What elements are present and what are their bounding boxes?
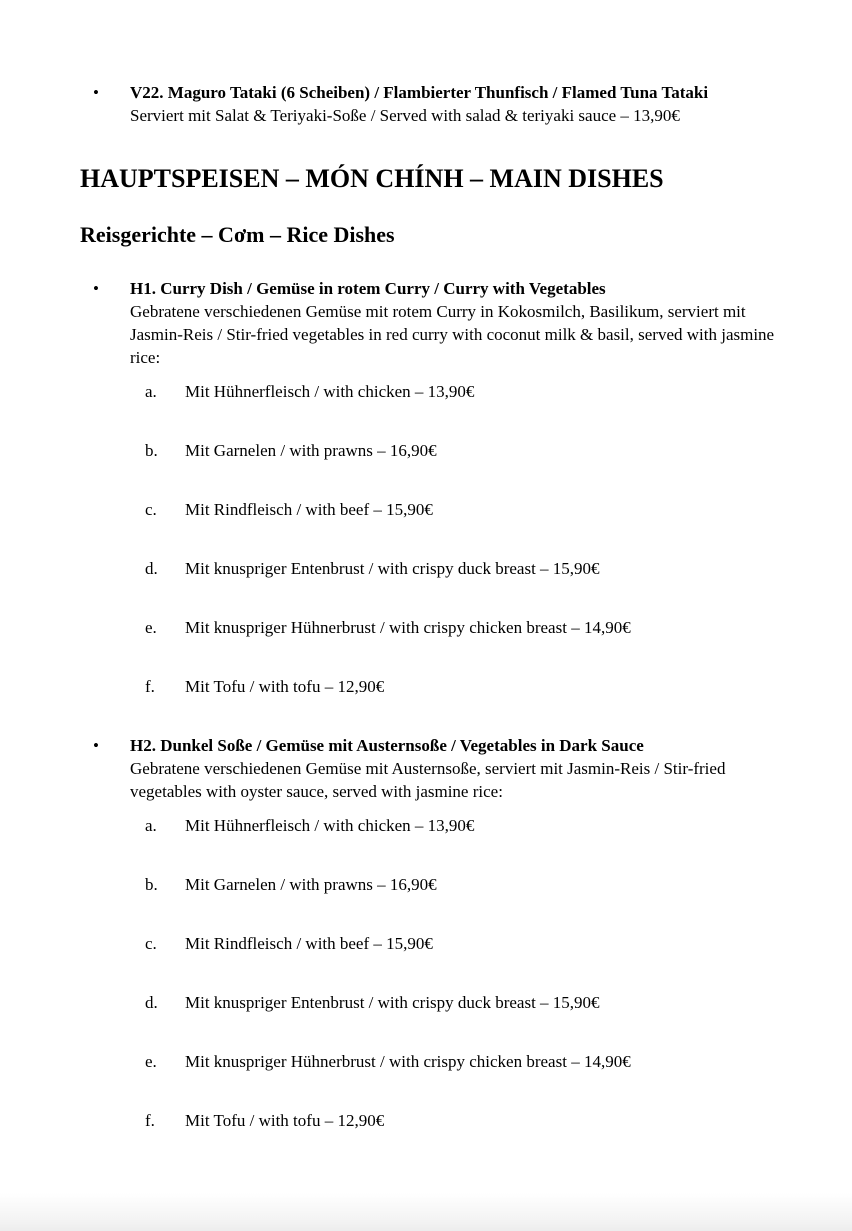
option-letter: e. xyxy=(145,618,157,637)
menu-item-h2-body xyxy=(130,734,788,1168)
option-letter: a. xyxy=(145,382,157,401)
option-text: Mit Tofu / with tofu – 12,90€ xyxy=(185,1111,385,1130)
option-list xyxy=(130,814,788,1132)
option-row xyxy=(130,932,788,955)
option-row xyxy=(130,439,788,462)
option-letter: b. xyxy=(145,875,158,894)
subsection-heading-rice-dishes: Reisgerichte – Cơm – Rice Dishes xyxy=(80,222,395,247)
bullet-icon: • xyxy=(93,83,99,102)
option-letter: c. xyxy=(145,500,157,519)
menu-item-h1-body xyxy=(130,277,788,734)
option-letter: d. xyxy=(145,559,158,578)
option-row xyxy=(130,675,788,698)
menu-item-title: H2. Dunkel Soße / Gemüse mit Austernsoße / Vegetables in Dark Sauce xyxy=(130,736,644,755)
option-text: Mit knuspriger Entenbrust / with crispy duck breast – 15,90€ xyxy=(185,559,600,578)
option-letter: b. xyxy=(145,441,158,460)
option-text: Mit Garnelen / with prawns – 16,90€ xyxy=(185,875,437,894)
option-row xyxy=(130,498,788,521)
page-bottom-shade xyxy=(0,1193,852,1231)
option-row xyxy=(130,991,788,1014)
option-text: Mit knuspriger Hühnerbrust / with crispy chicken breast – 14,90€ xyxy=(185,1052,631,1071)
option-row xyxy=(130,1050,788,1073)
menu-item-h1 xyxy=(80,277,788,734)
bullet-icon: • xyxy=(93,736,99,755)
option-row xyxy=(130,380,788,403)
option-letter: f. xyxy=(145,1111,155,1130)
option-list xyxy=(130,380,788,698)
option-text: Mit knuspriger Hühnerbrust / with crispy chicken breast – 14,90€ xyxy=(185,618,631,637)
option-row xyxy=(130,557,788,580)
bullet-icon: • xyxy=(93,279,99,298)
menu-item-description: Gebratene verschiedenen Gemüse mit Austernsoße, serviert mit Jasmin-Reis / Stir-fried vegetables with oyster sauce, served with jasmine rice: xyxy=(130,759,726,801)
option-row xyxy=(130,616,788,639)
option-letter: d. xyxy=(145,993,158,1012)
option-text: Mit Rindfleisch / with beef – 15,90€ xyxy=(185,500,433,519)
menu-item-v22 xyxy=(80,81,788,127)
menu-item-h2 xyxy=(80,734,788,1168)
menu-item-v22-body xyxy=(130,81,788,127)
option-text: Mit Hühnerfleisch / with chicken – 13,90€ xyxy=(185,382,475,401)
menu-item-description: Gebratene verschiedenen Gemüse mit rotem Curry in Kokosmilch, Basilikum, serviert mit Jasmin-Reis / Stir-fried vegetables in red curry with coconut milk & basil, served with jasmine rice: xyxy=(130,302,775,367)
option-text: Mit Rindfleisch / with beef – 15,90€ xyxy=(185,934,433,953)
menu-item-title: H1. Curry Dish / Gemüse in rotem Curry / Curry with Vegetables xyxy=(130,279,606,298)
option-text: Mit Hühnerfleisch / with chicken – 13,90€ xyxy=(185,816,475,835)
option-letter: f. xyxy=(145,677,155,696)
option-row xyxy=(130,814,788,837)
option-letter: a. xyxy=(145,816,157,835)
option-row xyxy=(130,873,788,896)
option-text: Mit Garnelen / with prawns – 16,90€ xyxy=(185,441,437,460)
option-letter: c. xyxy=(145,934,157,953)
option-text: Mit knuspriger Entenbrust / with crispy duck breast – 15,90€ xyxy=(185,993,600,1012)
option-letter: e. xyxy=(145,1052,157,1071)
option-row xyxy=(130,1109,788,1132)
menu-item-description: Serviert mit Salat & Teriyaki-Soße / Served with salad & teriyaki sauce – 13,90€ xyxy=(130,106,680,125)
section-heading-main-dishes: HAUPTSPEISEN – MÓN CHÍNH – MAIN DISHES xyxy=(80,164,664,193)
option-text: Mit Tofu / with tofu – 12,90€ xyxy=(185,677,385,696)
menu-item-title: V22. Maguro Tataki (6 Scheiben) / Flambierter Thunfisch / Flamed Tuna Tataki xyxy=(130,83,709,102)
